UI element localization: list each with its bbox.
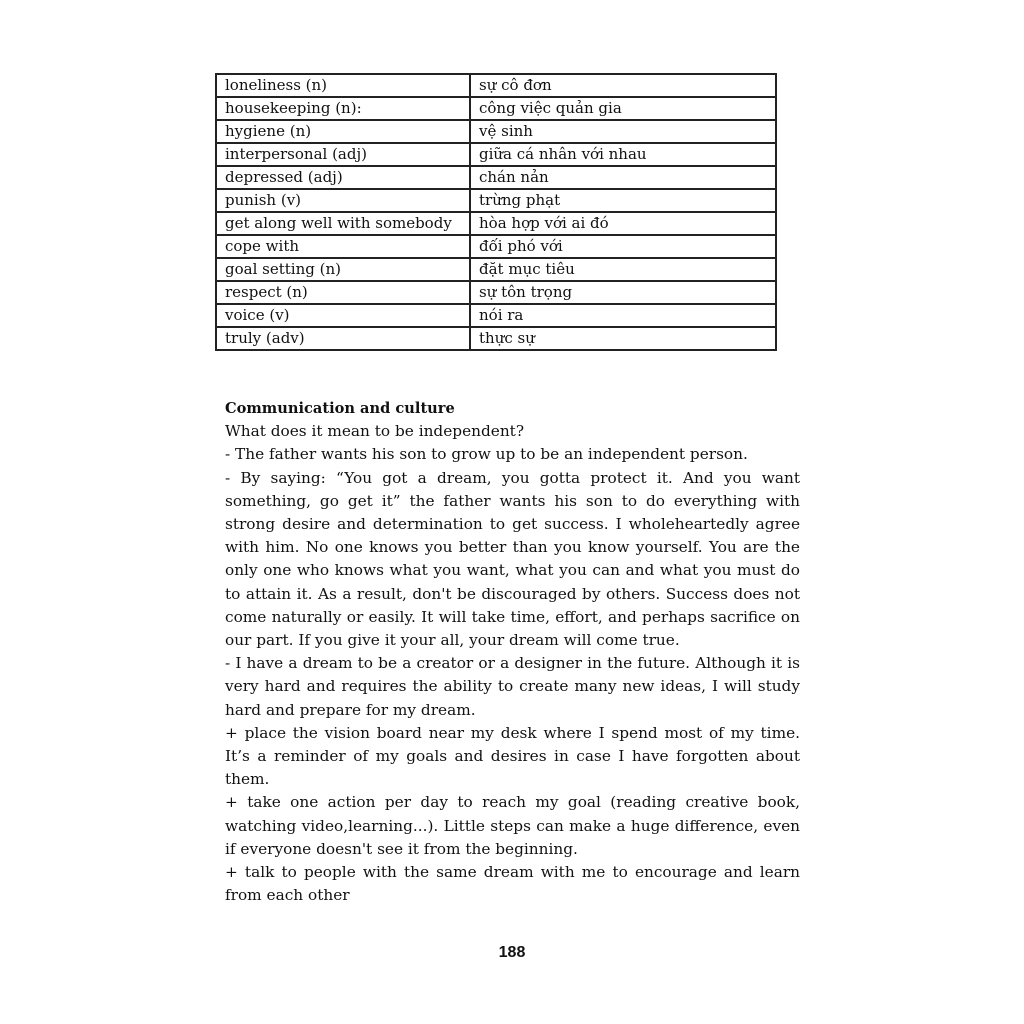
table-row: [216, 327, 776, 350]
table-row: [216, 74, 776, 97]
paragraph: + take one action per day to reach my goal (reading creative book, watching video,learning...). Little steps can make a huge difference, even if everyone doesn't see it from the beginning.: [225, 793, 800, 858]
table-cell-english: housekeeping (n):: [216, 97, 470, 120]
table-row: [216, 166, 776, 189]
table-row: [216, 281, 776, 304]
table-cell-vietnamese: sự tôn trọng: [470, 281, 776, 304]
paragraph: + place the vision board near my desk where I spend most of my time. It’s a reminder of my goals and desires in case I have forgotten about them.: [225, 723, 800, 789]
paragraph: - I have a dream to be a creator or a designer in the future. Although it is very hard and requires the ability to create many new ideas, I will study hard and prepare for my dream.: [225, 654, 800, 719]
table-cell-english: get along well with somebody: [216, 212, 470, 235]
table-cell-vietnamese: vệ sinh: [470, 120, 776, 143]
table-cell-english: interpersonal (adj): [216, 143, 470, 166]
table-cell-english: goal setting (n): [216, 258, 470, 281]
table-cell-vietnamese: thực sự: [470, 327, 776, 350]
table-cell-english: punish (v): [216, 189, 470, 212]
table-row: [216, 304, 776, 327]
table-cell-vietnamese: đặt mục tiêu: [470, 258, 776, 281]
table-cell-vietnamese: đối phó với: [470, 235, 776, 258]
paragraph: What does it mean to be independent?: [225, 422, 525, 441]
table-row: [216, 212, 776, 235]
vocabulary-table: [215, 73, 777, 351]
table-cell-vietnamese: công việc quản gia: [470, 97, 776, 120]
table-row: [216, 120, 776, 143]
page-number: 188: [498, 944, 526, 961]
table-cell-english: loneliness (n): [216, 74, 470, 97]
table-cell-english: depressed (adj): [216, 166, 470, 189]
table-cell-vietnamese: giữa cá nhân với nhau: [470, 143, 776, 166]
table-row: [216, 235, 776, 258]
table-cell-vietnamese: trừng phạt: [470, 189, 776, 212]
paragraph: - By saying: “You got a dream, you gotta protect it. And you want something, go get it” the father wants his son to do everything with strong desire and determination to get success. I wholeheartedly agree with him. No one knows you better than you know yourself. You are the only one who knows what you want, what you can and what you must do to attain it. As a result, don't be discouraged by others. Success does not come naturally or easily. It will take time, effort, and perhaps sacrifice on our part. If you give it your all, your dream will come true.: [225, 468, 800, 650]
table-cell-english: respect (n): [216, 281, 470, 304]
table-cell-english: voice (v): [216, 304, 470, 327]
paragraph: - The father wants his son to grow up to be an independent person.: [225, 445, 748, 464]
table-cell-vietnamese: chán nản: [470, 166, 776, 189]
table-cell-english: truly (adv): [216, 327, 470, 350]
table-row: [216, 97, 776, 120]
table-row: [216, 258, 776, 281]
table-cell-english: hygiene (n): [216, 120, 470, 143]
body-text: [225, 397, 800, 907]
table-cell-vietnamese: hòa hợp với ai đó: [470, 212, 776, 235]
paragraph: + talk to people with the same dream with me to encourage and learn from each other: [225, 863, 800, 905]
table-row: [216, 143, 776, 166]
table-cell-vietnamese: nói ra: [470, 304, 776, 327]
table-row: [216, 189, 776, 212]
table-cell-vietnamese: sự cô đơn: [470, 74, 776, 97]
section-heading: Communication and culture: [225, 400, 455, 417]
table-cell-english: cope with: [216, 235, 470, 258]
